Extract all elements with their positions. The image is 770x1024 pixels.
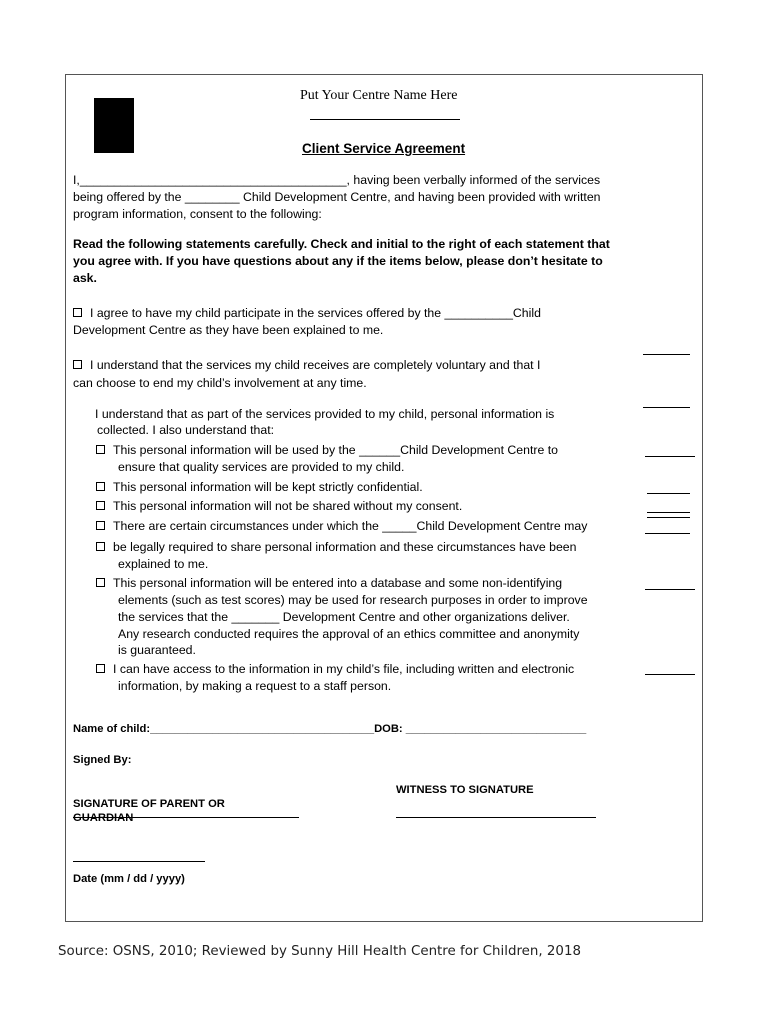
witness-label: WITNESS TO SIGNATURE	[396, 784, 534, 796]
source-footer: Source: OSNS, 2010; Reviewed by Sunny Hill Health Centre for Children, 2018	[58, 944, 581, 959]
parent-signature-line[interactable]	[73, 817, 299, 818]
intro-line-1: I,_______________________________________, having been verbally informed of the services	[73, 173, 601, 187]
date-line[interactable]	[73, 861, 205, 862]
statement-participate: I agree to have my child participate in the services offered by the __________Child	[73, 305, 541, 322]
checkbox[interactable]	[96, 482, 105, 491]
centre-name-line	[310, 119, 460, 120]
statement-personal-info-cont: collected. I also understand that:	[97, 423, 275, 437]
statement-voluntary: I understand that the services my child receives are completely voluntary and that I	[73, 357, 540, 374]
sub-statement-database-5: is guaranteed.	[118, 643, 196, 657]
sub-statement-confidential: This personal information will be kept strictly confidential.	[96, 479, 423, 496]
initial-line[interactable]	[647, 517, 690, 518]
sub-statement-circumstances: There are certain circumstances under which the _____Child Development Centre may	[96, 518, 587, 535]
sub-statement-database: This personal information will be entered into a database and some non-identifying	[96, 575, 562, 592]
sub-statement-consent: This personal information will not be shared without my consent.	[96, 498, 462, 515]
parent-signature-label: SIGNATURE OF PARENT OR	[73, 798, 225, 810]
centre-name: Put Your Centre Name Here	[300, 88, 458, 103]
centre-logo-placeholder	[94, 98, 134, 153]
initial-line[interactable]	[647, 493, 690, 494]
checkbox[interactable]	[96, 501, 105, 510]
witness-signature-line[interactable]	[396, 817, 596, 818]
statement-voluntary-cont: can choose to end my child’s involvement at any time.	[73, 376, 367, 390]
checkbox[interactable]	[96, 578, 105, 587]
instructions-line-1: Read the following statements carefully. Check and initial to the right of each statement that	[73, 237, 610, 251]
initial-line[interactable]	[645, 533, 690, 534]
checkbox[interactable]	[96, 664, 105, 673]
statement-participate-cont: Development Centre as they have been explained to me.	[73, 323, 384, 337]
instructions-line-2: you agree with. If you have questions about any if the items below, please don’t hesitate to	[73, 254, 603, 268]
name-of-child-field[interactable]: Name of child:____________________________________DOB: _____________________________	[73, 723, 587, 735]
form-title: Client Service Agreement	[302, 141, 466, 156]
intro-line-3: program information, consent to the following:	[73, 207, 322, 221]
parent-signature-label-2: GUARDIAN	[73, 812, 134, 824]
initial-line[interactable]	[643, 407, 690, 408]
sub-statement-access-cont: information, by making a request to a staff person.	[118, 679, 392, 693]
sub-statement-database-3: the services that the _______ Development Centre and other organizations deliver.	[118, 610, 570, 624]
checkbox[interactable]	[96, 521, 105, 530]
checkbox[interactable]	[73, 308, 82, 317]
intro-line-2: being offered by the ________ Child Development Centre, and having been provided with written	[73, 190, 601, 204]
initial-line[interactable]	[645, 674, 695, 675]
initial-line[interactable]	[645, 589, 695, 590]
instructions-line-3: ask.	[73, 271, 97, 285]
checkbox[interactable]	[96, 542, 105, 551]
sub-statement-access: I can have access to the information in my child’s file, including written and electronic	[96, 661, 574, 678]
sub-statement-legal: be legally required to share personal information and these circumstances have been	[96, 539, 576, 556]
sub-statement-used-by-cont: ensure that quality services are provided to my child.	[118, 460, 405, 474]
signed-by-label: Signed By:	[73, 754, 132, 766]
sub-statement-database-2: elements (such as test scores) may be used for research purposes in order to improve	[118, 593, 588, 607]
initial-line[interactable]	[647, 512, 690, 513]
sub-statement-legal-cont: explained to me.	[118, 557, 209, 571]
sub-statement-used-by: This personal information will be used by the ______Child Development Centre to	[96, 442, 558, 459]
statement-personal-info: I understand that as part of the services provided to my child, personal information is	[95, 407, 555, 421]
checkbox[interactable]	[73, 360, 82, 369]
sub-statement-database-4: Any research conducted requires the approval of an ethics committee and anonymity	[118, 627, 580, 641]
initial-line[interactable]	[645, 456, 695, 457]
initial-line[interactable]	[643, 354, 690, 355]
checkbox[interactable]	[96, 445, 105, 454]
date-label: Date (mm / dd / yyyy)	[73, 873, 185, 885]
